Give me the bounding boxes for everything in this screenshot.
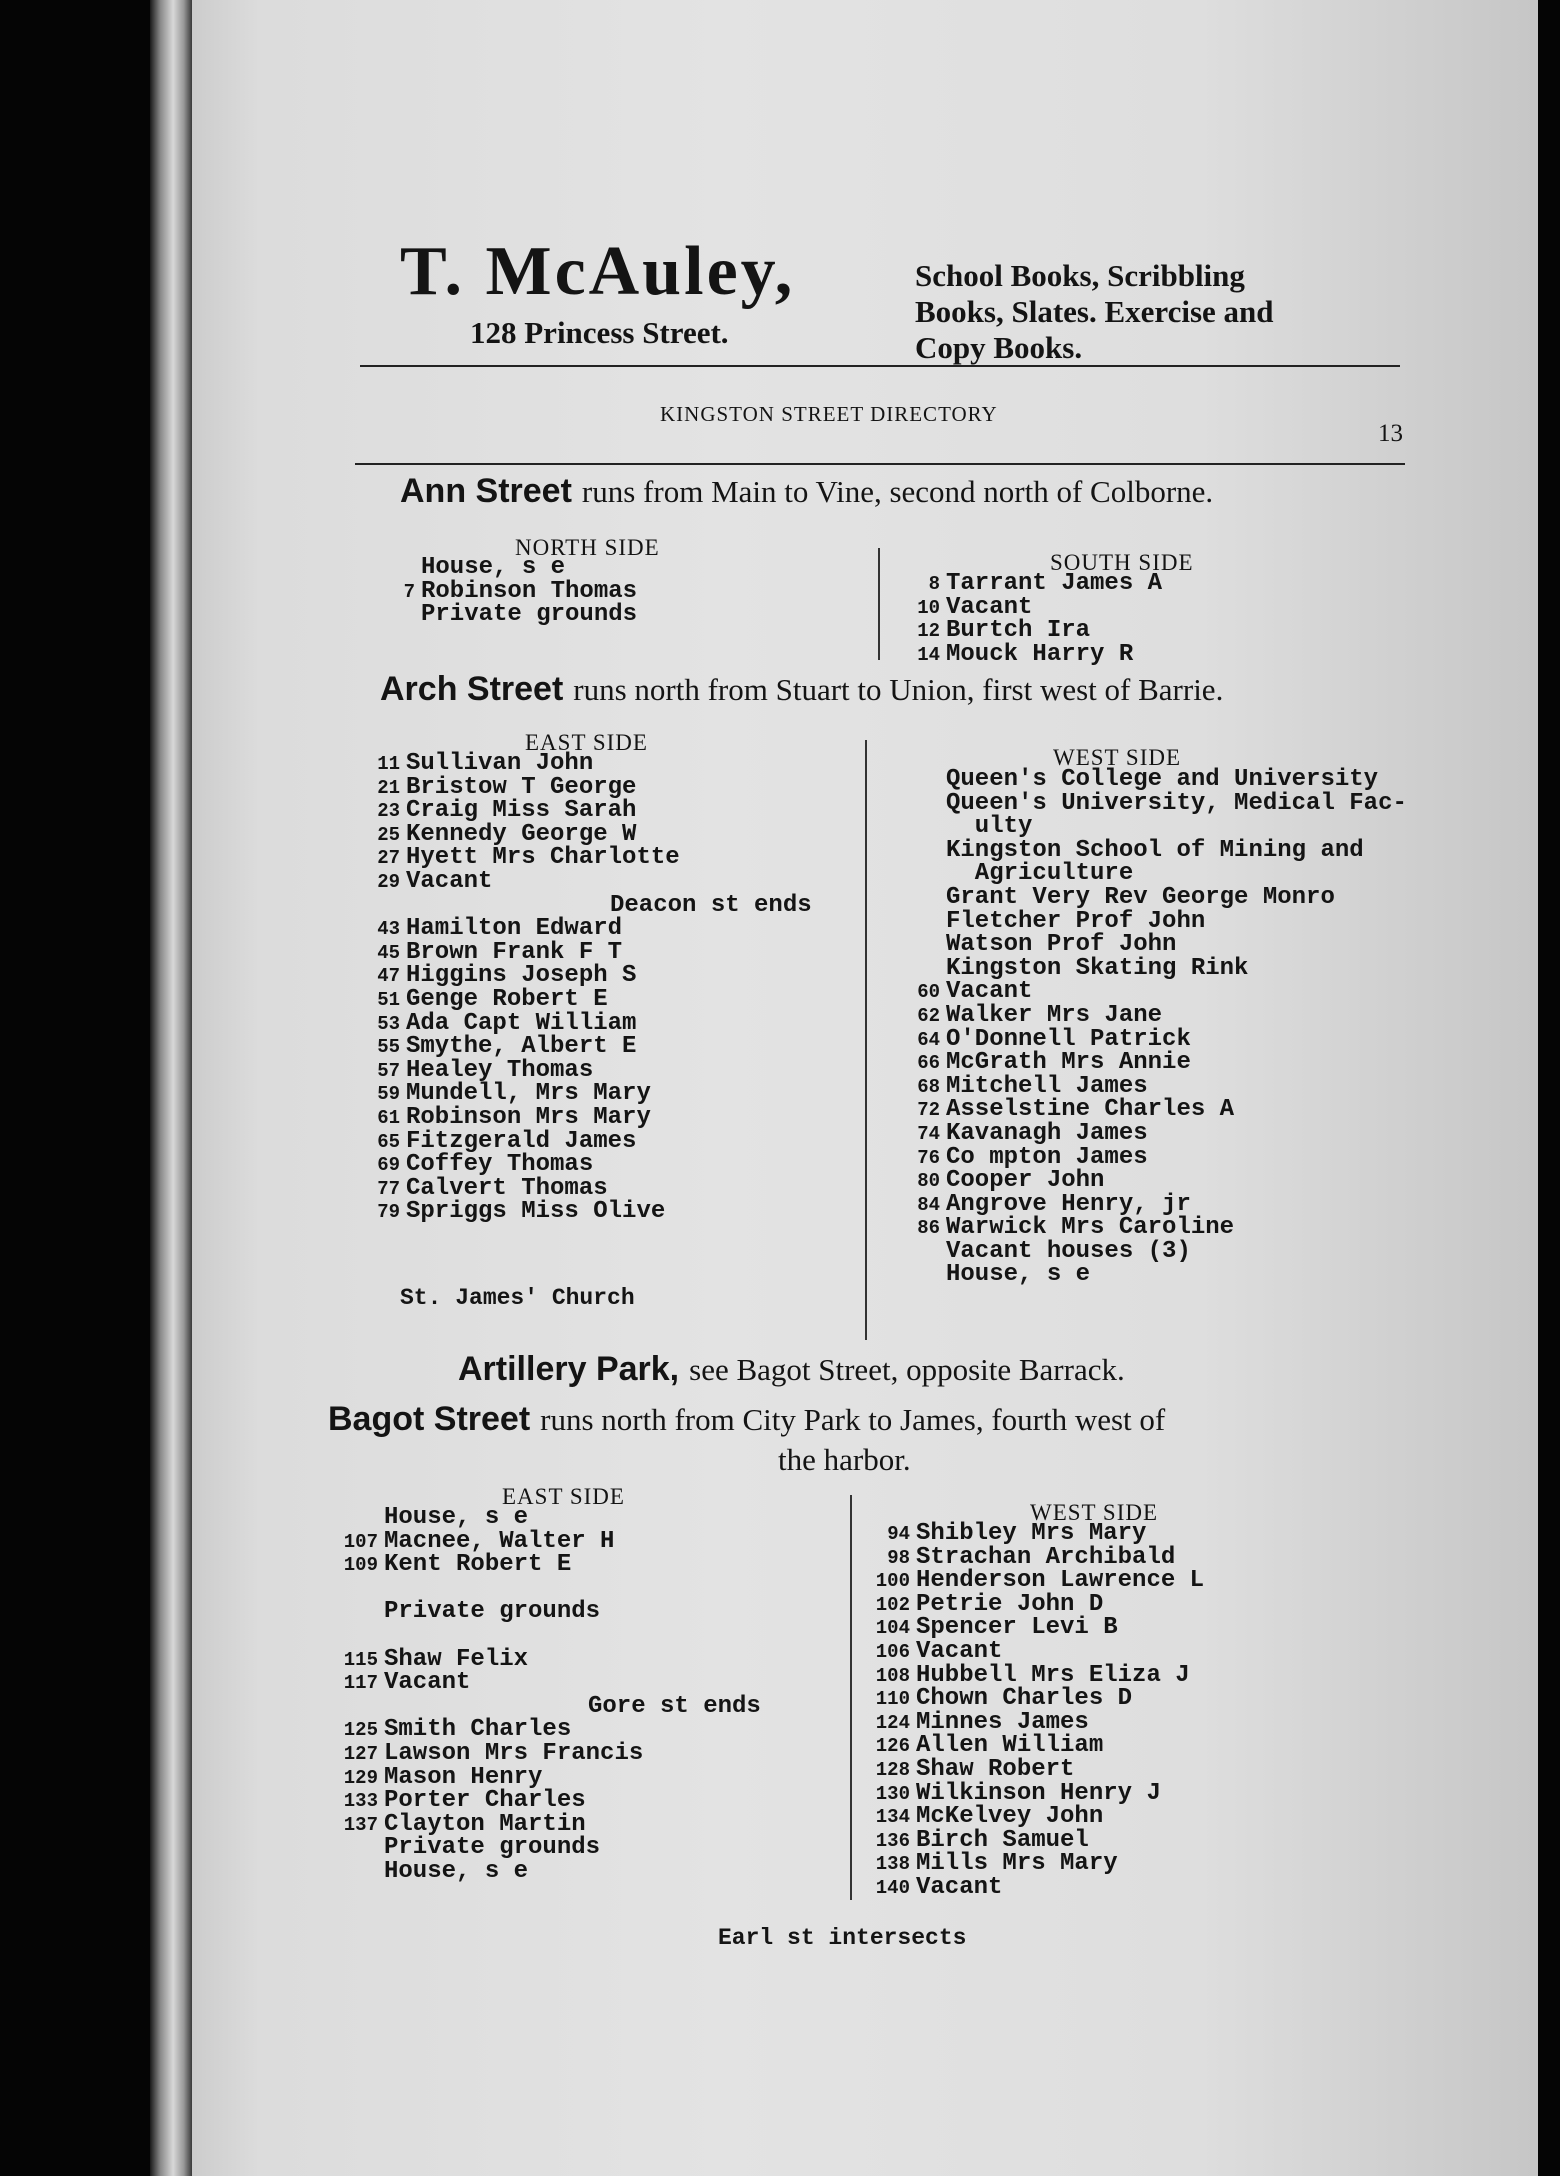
house-number: 110 [875,1688,910,1711]
street-name: Arch Street [380,670,564,708]
column-divider [865,740,867,1340]
bagot-east-list [338,1506,761,1884]
house-number: 108 [875,1664,910,1687]
resident-name: Hamilton Edward [406,915,623,943]
resident-name: Birch Samuel [916,1826,1089,1854]
directory-entry [360,1200,812,1224]
resident-name: Coffey Thomas [406,1151,594,1179]
resident-name: Robinson Thomas [421,577,638,605]
resident-name: Robinson Mrs Mary [406,1103,651,1131]
directory-entry [870,1734,1204,1758]
house-number: 51 [377,988,400,1011]
street-ends-note [360,891,812,919]
directory-entry [338,1506,761,1530]
resident-name: Mundell, Mrs Mary [406,1080,651,1108]
resident-name: Warwick Mrs Caroline [946,1214,1235,1242]
directory-entry [375,603,637,627]
house-number: 23 [377,800,400,823]
directory-entry [338,1577,761,1601]
directory-entry [360,917,812,941]
resident-name: Strachan Archibald [916,1543,1176,1571]
ann-south-list [900,572,1162,666]
resident-name: Spencer Levi B [916,1614,1118,1642]
resident-name: Calvert Thomas [406,1174,608,1202]
house-number: 59 [377,1083,400,1106]
resident-name: Kingston School of Mining and [946,836,1364,864]
house-number: 86 [917,1217,940,1240]
resident-name: Vacant [916,1637,1003,1665]
intersection-note: Earl st intersects [718,1925,967,1951]
directory-entry [900,1237,1407,1265]
street-name: Ann Street [400,472,572,510]
resident-name: Sullivan John [406,750,594,777]
side-heading: EAST SIDE [502,1484,625,1509]
directory-entry [360,938,812,966]
directory-entry [870,1569,1204,1593]
house-number: 68 [917,1075,940,1098]
directory-entry [338,1789,761,1813]
resident-name: Mitchell James [946,1072,1148,1100]
directory-entry [360,799,812,823]
street-description: see Bagot Street, opposite Barrack. [689,1352,1125,1387]
landmark-label: St. James' Church [400,1285,635,1311]
column-divider [850,1495,852,1900]
house-number: 11 [377,753,400,775]
resident-name: Vacant [946,978,1033,1006]
resident-name: Agriculture [946,860,1134,888]
ad-line: Copy Books. [915,330,1083,365]
directory-entry [870,1852,1204,1876]
resident-name: Minnes James [916,1708,1089,1736]
resident-name: Smith Charles [384,1716,572,1744]
street-description: runs north from City Park to James, fourth west of [540,1402,1166,1437]
directory-entry [338,1718,761,1742]
directory-entry [338,1857,761,1885]
resident-name: Shaw Robert [916,1755,1075,1783]
column-divider [878,548,880,660]
house-number: 102 [875,1593,910,1616]
directory-entry [338,1671,761,1695]
house-number: 64 [917,1028,940,1051]
house-number: 10 [917,596,940,619]
resident-name: Lawson Mrs Francis [384,1739,644,1767]
house-number: 62 [917,1004,940,1027]
directory-entry [870,1637,1204,1665]
house-number: 84 [917,1193,940,1216]
note-text: Deacon st ends [610,891,812,919]
resident-name: Cooper John [946,1167,1105,1195]
street-name: Bagot Street [328,1400,531,1438]
house-number: 124 [875,1711,910,1734]
house-number: 128 [875,1758,910,1781]
resident-name: Chown Charles D [916,1685,1133,1713]
house-number: 72 [917,1099,940,1122]
directory-entry [900,1025,1407,1053]
resident-name: Ada Capt William [406,1009,637,1037]
house-number: 126 [875,1735,910,1758]
resident-name: Mouck Harry R [946,640,1134,668]
ad-line: School Books, Scribbling [915,258,1245,293]
directory-entry [900,1169,1407,1193]
resident-name: Shaw Felix [384,1645,529,1673]
side-heading: NORTH SIDE [515,535,660,560]
resident-name: Private grounds [421,601,638,629]
house-number: 21 [377,776,400,799]
resident-name: Allen William [916,1732,1104,1760]
side-heading: WEST SIDE [1030,1500,1159,1525]
resident-name: McGrath Mrs Annie [946,1049,1191,1077]
resident-name: House, s e [421,554,566,581]
bagot-description-continued [778,1442,911,1478]
directory-entry [338,1553,761,1577]
resident-name: Genge Robert E [406,985,608,1013]
directory-entry [900,1119,1407,1147]
house-number: 57 [377,1059,400,1082]
directory-entry [900,1190,1407,1218]
resident-name: Kingston Skating Rink [946,954,1249,982]
directory-entry [375,577,638,605]
house-number: 100 [875,1570,910,1593]
house-number: 117 [343,1672,378,1695]
resident-name: Angrove Henry, jr [946,1190,1191,1218]
directory-entry [900,789,1407,817]
directory-entry [338,1836,761,1860]
resident-name: McKelvey John [916,1803,1104,1831]
house-number: 76 [917,1146,940,1169]
resident-name: Porter Charles [384,1787,586,1815]
street-description: the harbor. [778,1442,911,1477]
resident-name: Craig Miss Sarah [406,797,637,825]
directory-entry [338,1763,761,1791]
house-number: 74 [917,1122,940,1145]
artillery-park-heading [458,1350,1125,1389]
house-number: 79 [377,1201,400,1224]
running-title: KINGSTON STREET DIRECTORY [660,402,998,426]
house-number: 27 [377,847,400,870]
resident-name: Hubbell Mrs Eliza J [916,1661,1190,1689]
street-description: runs north from Stuart to Union, first west of Barrie. [573,672,1224,707]
directory-entry [900,1216,1407,1240]
house-number: 115 [343,1648,378,1671]
house-number: 137 [343,1813,378,1836]
resident-name: Co mpton James [946,1143,1148,1171]
directory-entry [870,1687,1204,1711]
house-number: 104 [875,1617,910,1640]
resident-name: Kavanagh James [946,1119,1148,1147]
directory-entry [900,907,1407,935]
resident-name: Queen's University, Medical Fac- [946,789,1407,817]
resident-name: Healey Thomas [406,1056,594,1084]
house-number: 45 [377,941,400,964]
house-number: 69 [377,1154,400,1177]
house-number: 98 [887,1546,910,1569]
resident-name: Petrie John D [916,1590,1104,1618]
house-number: 94 [887,1523,910,1545]
advertiser-address: 128 Princess Street. [470,315,729,350]
resident-name: Hyett Mrs Charlotte [406,844,680,872]
resident-name: Macnee, Walter H [384,1527,615,1555]
directory-entry [900,1072,1407,1100]
directory-entry [870,1661,1204,1689]
house-number: 61 [377,1106,400,1129]
ann-street-heading [400,472,1213,511]
directory-entry [360,846,812,870]
directory-entry [360,867,812,895]
resident-name: House, s e [946,1261,1091,1289]
resident-name: Vacant [946,593,1033,621]
house-number: 125 [343,1719,378,1742]
house-number: 25 [377,823,400,846]
house-number: 53 [377,1012,400,1035]
directory-entry [360,964,812,988]
directory-entry [870,1543,1204,1571]
header-rule [360,365,1400,367]
book-spine [150,0,192,2176]
house-number: 14 [917,643,940,666]
title-rule [355,463,1405,465]
house-number: 60 [917,981,940,1004]
street-description: runs from Main to Vine, second north of Colborne. [581,474,1214,509]
resident-name: Asselstine Charles A [946,1096,1235,1124]
directory-entry [338,1810,761,1838]
directory-entry [360,1103,812,1131]
directory-entry [900,815,1407,839]
directory-entry [870,1873,1204,1901]
resident-name: Vacant houses (3) [946,1237,1191,1265]
directory-entry [360,985,812,1013]
house-number: 29 [377,870,400,893]
directory-entry [338,1527,761,1555]
directory-entry [900,768,1407,792]
directory-entry [900,593,1162,621]
resident-name: Tarrant James A [946,570,1163,597]
directory-entry [900,836,1407,864]
resident-name: Private grounds [384,1834,601,1862]
house-number: 80 [917,1170,940,1193]
house-number: 133 [343,1790,378,1813]
arch-street-heading [380,670,1223,709]
ann-north-list [375,556,637,627]
directory-entry [360,1082,812,1106]
directory-entry [360,820,812,848]
directory-entry [360,1127,812,1155]
street-ends-note [338,1692,761,1720]
resident-name: Fitzgerald James [406,1127,637,1155]
house-number: 140 [875,1876,910,1899]
resident-name: Burtch Ira [946,617,1091,645]
side-heading: WEST SIDE [1053,745,1182,770]
directory-entry [900,1143,1407,1171]
directory-entry [375,556,637,580]
resident-name: Shibley Mrs Mary [916,1520,1147,1547]
street-name: Artillery Park, [458,1350,680,1388]
directory-entry [900,954,1407,982]
page-number: 13 [1378,420,1403,447]
directory-entry [900,1098,1407,1122]
resident-name: Vacant [384,1669,471,1697]
resident-name: Watson Prof John [946,931,1177,959]
resident-name: Mason Henry [384,1763,543,1791]
advertiser-products [915,258,1274,366]
resident-name: Brown Frank F T [406,938,623,966]
directory-entry [360,1153,812,1177]
house-number: 109 [343,1554,378,1577]
directory-entry [900,1051,1407,1075]
directory-entry [360,773,812,801]
bagot-street-heading [328,1400,1165,1439]
directory-entry [360,1174,812,1202]
house-number: 65 [377,1130,400,1153]
ad-line: Books, Slates. Exercise and [915,294,1274,329]
directory-entry [900,980,1407,1004]
directory-entry [338,1739,761,1767]
house-number: 8 [928,573,940,595]
side-heading: SOUTH SIDE [1050,550,1194,575]
directory-entry [360,752,812,776]
directory-entry [900,1001,1407,1029]
side-heading: EAST SIDE [525,730,648,755]
resident-name: O'Donnell Patrick [946,1025,1191,1053]
resident-name: House, s e [384,1504,529,1531]
resident-name: Vacant [916,1873,1003,1901]
resident-name: Walker Mrs Jane [946,1001,1163,1029]
house-number: 77 [377,1177,400,1200]
directory-entry [360,1056,812,1084]
directory-entry [870,1616,1204,1640]
resident-name: Fletcher Prof John [946,907,1206,935]
house-number: 7 [403,580,415,603]
directory-entry [870,1755,1204,1783]
resident-name: Wilkinson Henry J [916,1779,1161,1807]
resident-name: Henderson Lawrence L [916,1567,1205,1595]
resident-name: Kennedy George W [406,820,637,848]
directory-entry [870,1590,1204,1618]
directory-entry [870,1826,1204,1854]
house-number: 134 [875,1806,910,1829]
directory-entry [870,1805,1204,1829]
directory-entry [338,1645,761,1673]
directory-entry [900,933,1407,957]
house-number: 129 [343,1766,378,1789]
resident-name: Higgins Joseph S [406,962,637,990]
directory-entry [900,619,1162,643]
bagot-west-list [870,1522,1204,1900]
directory-entry [870,1779,1204,1807]
resident-name: Kent Robert E [384,1551,572,1579]
directory-entry [338,1600,761,1624]
resident-name: House, s e [384,1857,529,1885]
arch-east-list [360,752,812,1224]
directory-entry [900,572,1162,596]
resident-name: Smythe, Albert E [406,1033,637,1061]
house-number: 55 [377,1036,400,1059]
directory-entry [360,1035,812,1059]
note-text: Gore st ends [588,1692,761,1720]
resident-name: Mills Mrs Mary [916,1850,1118,1878]
house-number: 130 [875,1782,910,1805]
resident-name: Spriggs Miss Olive [406,1198,666,1226]
directory-entry [900,883,1407,911]
house-number: 127 [343,1742,378,1765]
house-number: 136 [875,1829,910,1852]
resident-name: Private grounds [384,1598,601,1626]
directory-entry [360,1009,812,1037]
directory-entry [338,1624,761,1648]
resident-name: Bristow T George [406,773,637,801]
directory-entry [900,640,1162,668]
house-number: 107 [343,1530,378,1553]
house-number: 66 [917,1052,940,1075]
house-number: 43 [377,918,400,941]
resident-name: Vacant [406,867,493,895]
resident-name: Queen's College and University [946,766,1379,793]
directory-entry [900,1263,1407,1287]
directory-entry [870,1708,1204,1736]
house-number: 12 [917,620,940,643]
resident-name: ulty [946,813,1033,841]
house-number: 106 [875,1640,910,1663]
directory-entry [870,1522,1204,1546]
house-number: 47 [377,965,400,988]
directory-entry [900,862,1407,886]
resident-name: Grant Very Rev George Monro [946,883,1335,911]
house-number: 138 [875,1853,910,1876]
arch-west-list [900,768,1407,1287]
resident-name: Clayton Martin [384,1810,586,1838]
advertiser-name: T. McAuley, [400,233,796,310]
